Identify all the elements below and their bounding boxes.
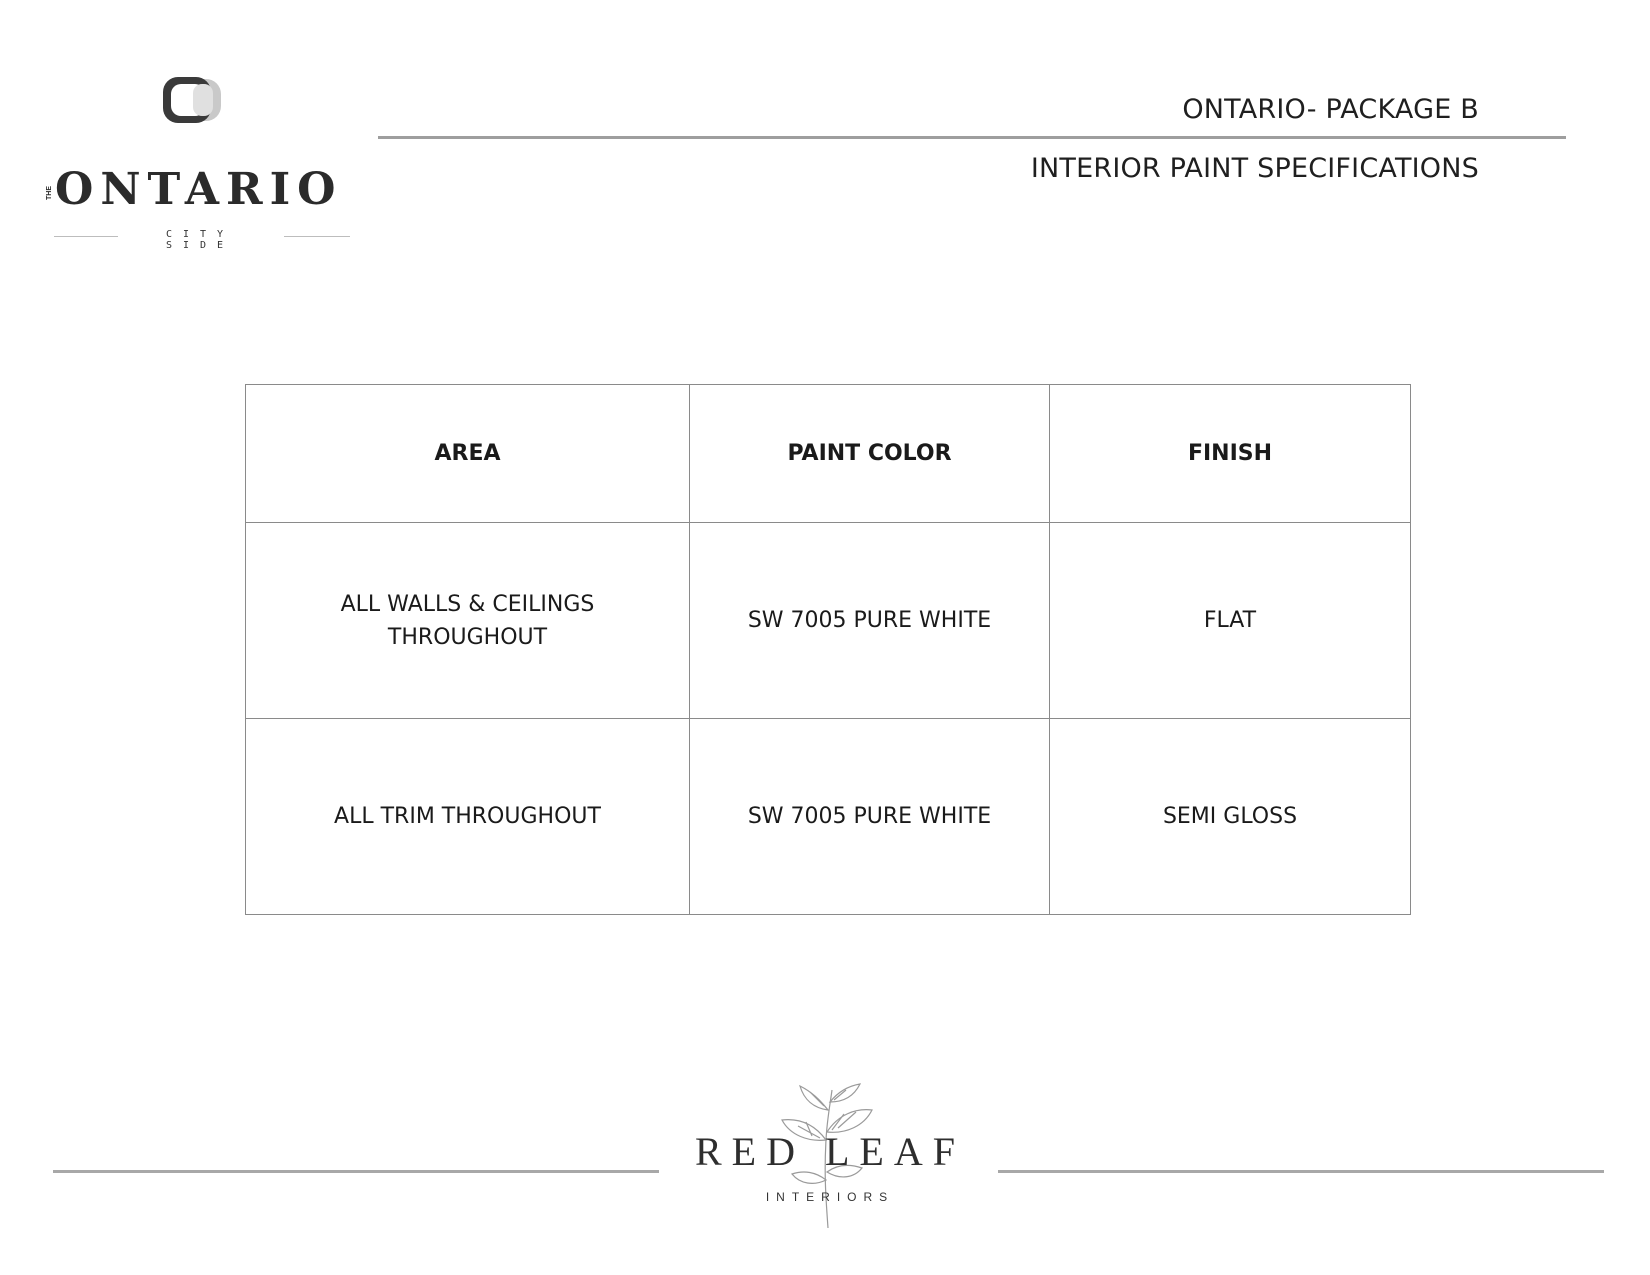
cell-area-line1: ALL WALLS & CEILINGS: [340, 591, 595, 617]
cell-area: [246, 523, 690, 719]
cell-paint-color: SW 7005 PURE WHITE: [690, 719, 1050, 915]
ontario-logo: [46, 72, 350, 252]
brand-tagline-text: CITY SIDE: [165, 229, 235, 251]
red-leaf-logo: [680, 1080, 980, 1230]
package-title: ONTARIO- PACKAGE B: [1182, 94, 1479, 125]
footer-rule-left: [53, 1170, 659, 1173]
brand-tagline: [50, 229, 350, 251]
paint-spec-table: [245, 384, 1411, 915]
tagline-rule-left: [54, 236, 118, 237]
table-row: [246, 719, 1411, 915]
table-header-row: [246, 385, 1411, 523]
column-header-paint-color: PAINT COLOR: [690, 385, 1050, 523]
brand-the: THE: [46, 185, 53, 200]
footer-brand-sub: INTERIORS: [765, 1190, 895, 1204]
footer-rule-right: [998, 1170, 1604, 1173]
brand-name: [46, 164, 350, 215]
table-row: [246, 523, 1411, 719]
cell-area: [246, 719, 690, 915]
cell-area-line1: ALL TRIM THROUGHOUT: [334, 804, 601, 829]
cell-finish: FLAT: [1050, 523, 1411, 719]
tagline-rule-right: [284, 236, 350, 237]
column-header-area: AREA: [246, 385, 690, 523]
cell-finish: SEMI GLOSS: [1050, 719, 1411, 915]
cell-area-line2: THROUGHOUT: [387, 624, 548, 650]
brand-name-text: ONTARIO: [55, 164, 343, 215]
cell-paint-color: SW 7005 PURE WHITE: [690, 523, 1050, 719]
header-divider: [378, 136, 1566, 139]
footer-brand-name: RED LEAF: [695, 1129, 965, 1174]
page-title: INTERIOR PAINT SPECIFICATIONS: [1030, 153, 1479, 184]
column-header-finish: FINISH: [1050, 385, 1411, 523]
rounded-square-o-icon: [163, 76, 225, 124]
